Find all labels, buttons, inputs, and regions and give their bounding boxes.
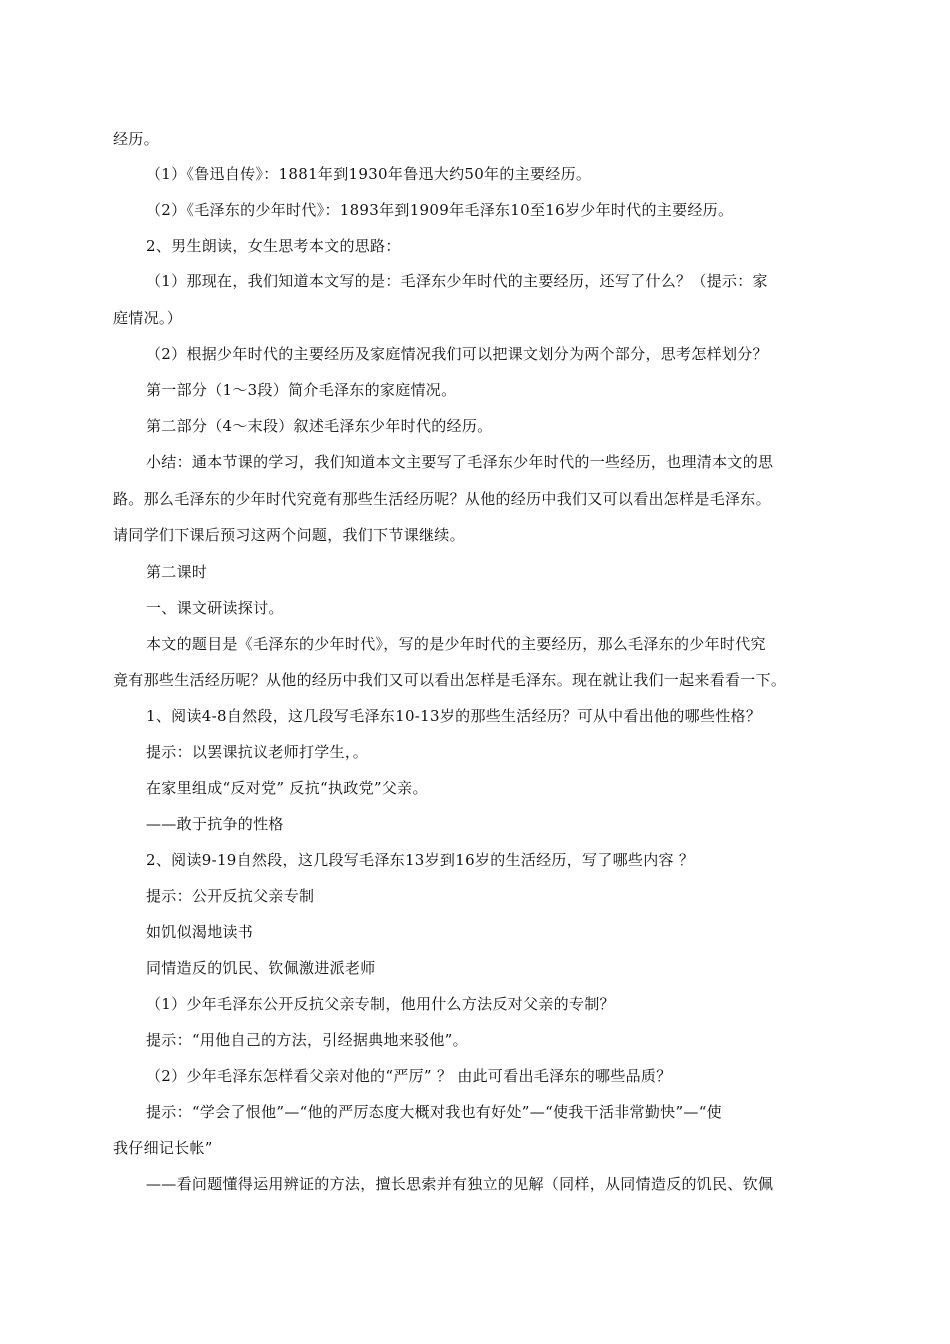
text-line: 提示：以罢课抗议老师打学生，。 <box>146 743 369 761</box>
text-line: 经历。 <box>113 130 159 148</box>
text-line: （1）少年毛泽东公开反抗父亲专制，他用什么方法反对父亲的专制？ <box>146 995 615 1013</box>
text-line: ——看问题懂得运用辨证的方法，擅长思索并有独立的见解（同样，从同情造反的饥民、钦佩 <box>146 1175 774 1193</box>
text-line: 如饥似渴地读书 <box>146 923 254 941</box>
text-line: 请同学们下课后预习这两个问题，我们下节课继续。 <box>113 526 465 544</box>
text-line: ——敢于抗争的性格 <box>146 815 284 833</box>
text-line: 提示：“学会了恨他”—“他的严厉态度大概对我也有好处”—“使我干活非常勤快”—“使 <box>146 1103 722 1121</box>
text-line: （2）《毛泽东的少年时代》：1893年到1909年毛泽东10至16岁少年时代的主要经历。 <box>146 201 734 219</box>
text-line: 2、男生朗读，女生思考本文的思路： <box>146 237 401 255</box>
text-line: （2）根据少年时代的主要经历及家庭情况我们可以把课文划分为两个部分，思考怎样划分？ <box>146 345 768 363</box>
text-line: 本文的题目是《毛泽东的少年时代》，写的是少年时代的主要经历，那么毛泽东的少年时代究 <box>146 635 766 653</box>
text-line: 提示：公开反抗父亲专制 <box>146 887 315 905</box>
text-line: 路。那么毛泽东的少年时代究竟有那些生活经历呢？从他的经历中我们又可以看出怎样是毛泽东。 <box>113 490 771 508</box>
text-line: 竟有那些生活经历呢？从他的经历中我们又可以看出怎样是毛泽东。现在就让我们一起来看看一下。 <box>113 671 787 689</box>
text-line: 第二课时 <box>146 563 208 581</box>
text-line: 2、阅读9-19自然段，这几段写毛泽东13岁到16岁的生活经历，写了哪些内容 ？ <box>146 851 695 869</box>
text-line: 1、阅读4-8自然段，这几段写毛泽东10-13岁的那些生活经历？可从中看出他的哪些性格？ <box>146 707 762 725</box>
text-line: 第一部分（1～3段）简介毛泽东的家庭情况。 <box>146 381 457 399</box>
text-line: （2）少年毛泽东怎样看父亲对他的“严厉” ？ 由此可看出毛泽东的哪些品质？ <box>146 1067 672 1085</box>
text-line: 在家里组成“反对党” 反抗“执政党”父亲。 <box>146 779 428 797</box>
text-line: 庭情况。） <box>113 309 183 327</box>
text-line: （1）那现在，我们知道本文写的是：毛泽东少年时代的主要经历，还写了什么？（提示：家 <box>146 272 768 290</box>
text-line: 第二部分（4～末段）叙述毛泽东少年时代的经历。 <box>146 417 493 435</box>
text-line: （1）《鲁迅自传》：1881年到1930年鲁迅大约50年的主要经历。 <box>146 165 592 183</box>
text-line: 我仔细记长帐” <box>113 1139 213 1157</box>
text-line: 小结：通本节课的学习，我们知道本文主要写了毛泽东少年时代的一些经历，也理清本文的思 <box>146 453 774 471</box>
text-line: 同情造反的饥民、钦佩激进派老师 <box>146 959 376 977</box>
text-line: 一、课文研读探讨。 <box>146 599 284 617</box>
text-line: 提示：“用他自己的方法，引经据典地来驳他”。 <box>146 1031 468 1049</box>
